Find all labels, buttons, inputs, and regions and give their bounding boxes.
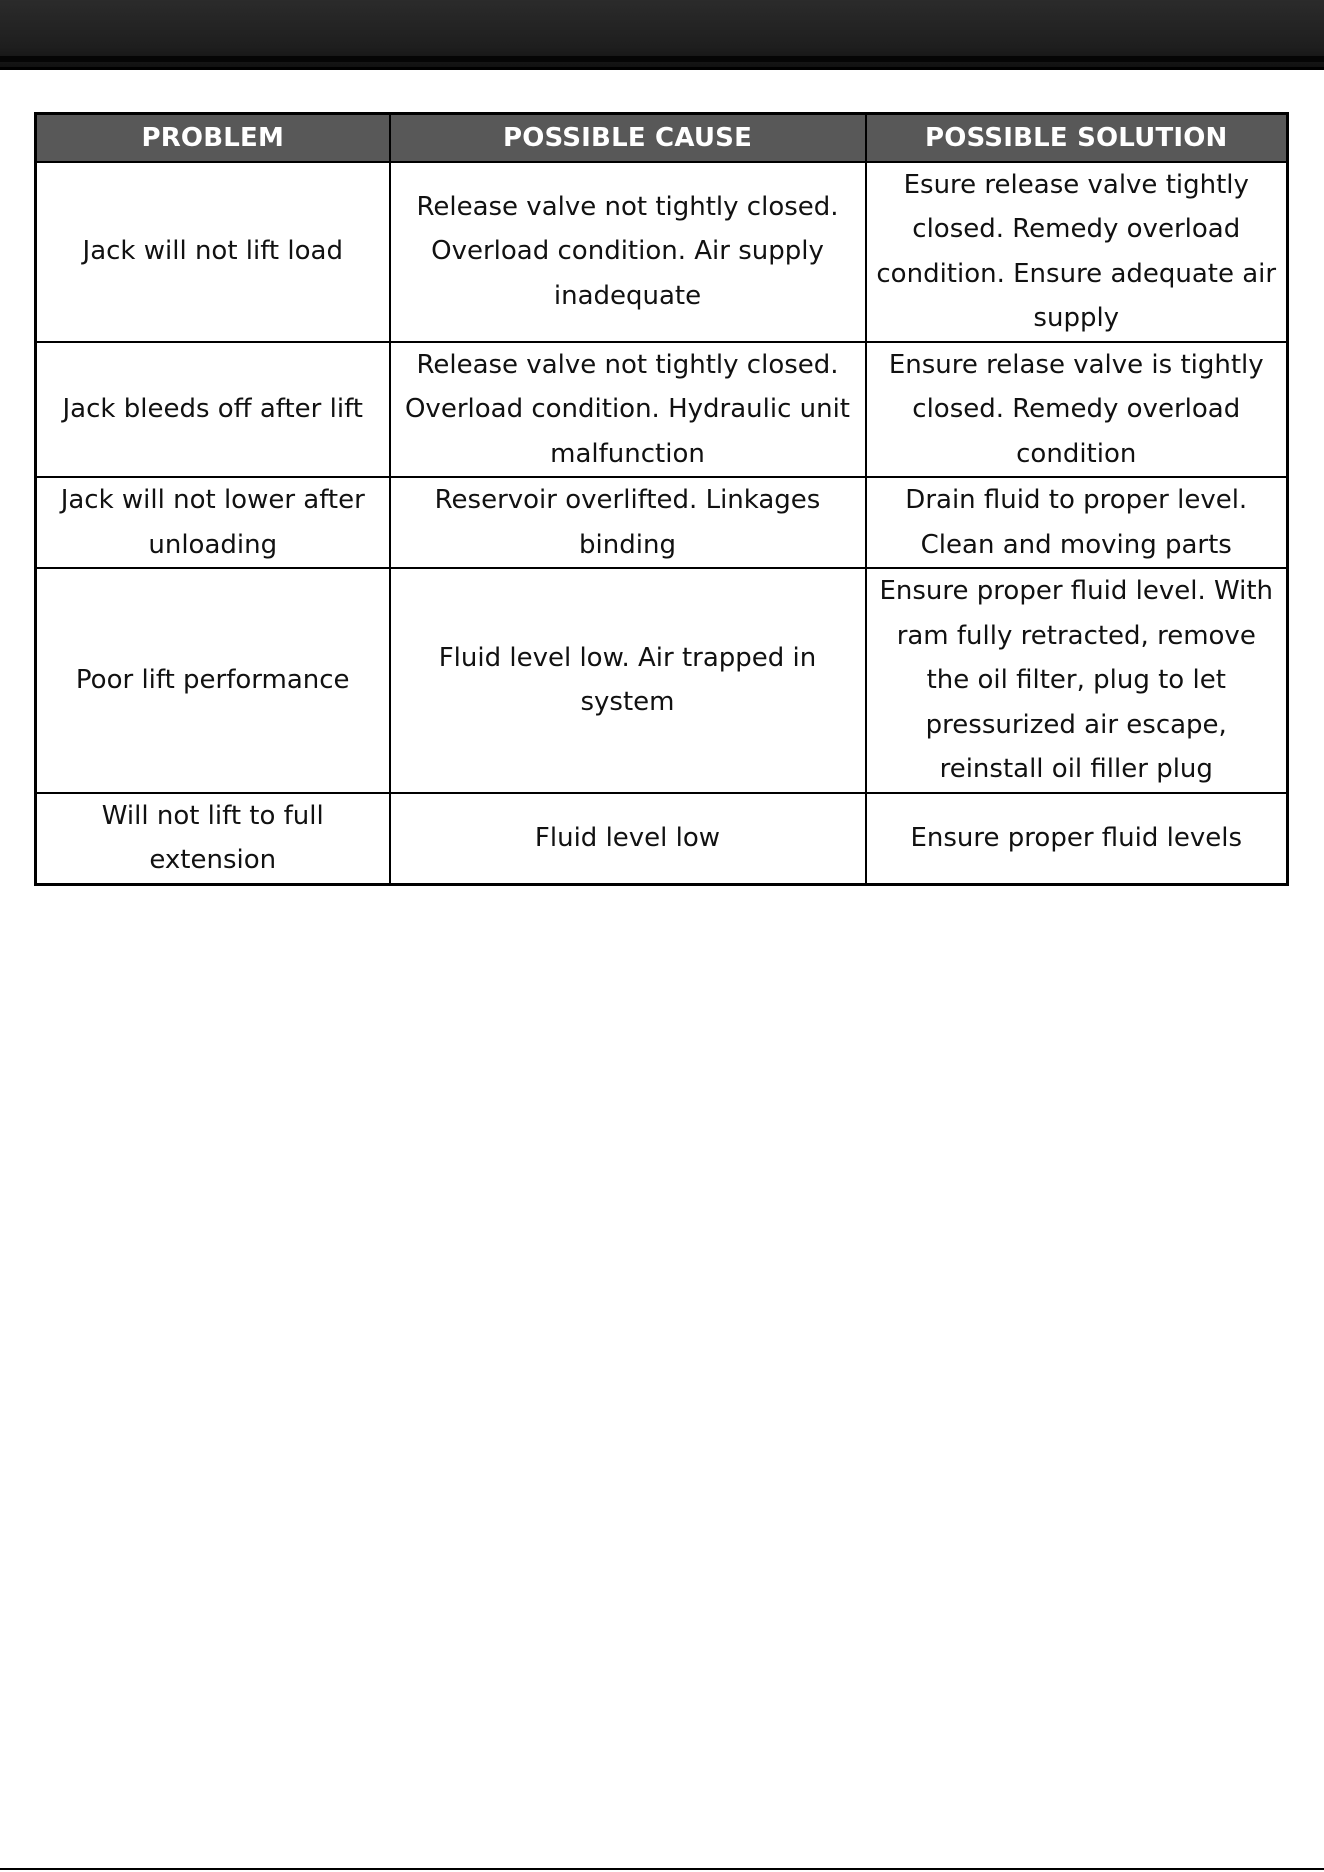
cause-cell: Reservoir overlifted. Linkages binding (390, 477, 866, 568)
cause-cell: Release valve not tightly closed. Overload condition. Hydraulic unit malfunction (390, 342, 866, 478)
problem-cell: Will not lift to full extension (36, 793, 390, 885)
problem-cell: Jack will not lift load (36, 162, 390, 342)
table-row (36, 342, 1288, 478)
top-header-bar (0, 0, 1324, 70)
solution-cell: Drain fluid to proper level. Clean and moving parts (866, 477, 1288, 568)
solution-cell: Ensure proper fluid level. With ram fully retracted, remove the oil filter, plug to let pressurized air escape, reinstall oil filler plug (866, 568, 1288, 793)
table-header (36, 114, 1288, 162)
problem-cell: Jack will not lower after unloading (36, 477, 390, 568)
cause-cell: Fluid level low. Air trapped in system (390, 568, 866, 793)
table-header-row (36, 114, 1288, 162)
cause-cell: Fluid level low (390, 793, 866, 885)
problem-cell: Jack bleeds off after lift (36, 342, 390, 478)
header-possible-solution: POSSIBLE SOLUTION (866, 114, 1288, 162)
table-row (36, 793, 1288, 885)
table-body (36, 162, 1288, 885)
problem-cell: Poor lift performance (36, 568, 390, 793)
solution-cell: Esure release valve tightly closed. Remedy overload condition. Ensure adequate air supply (866, 162, 1288, 342)
bottom-rule-line (0, 1868, 1324, 1870)
table-row (36, 568, 1288, 793)
table-row (36, 477, 1288, 568)
header-possible-cause: POSSIBLE CAUSE (390, 114, 866, 162)
top-header-bar-edge (0, 56, 1324, 62)
solution-cell: Ensure relase valve is tightly closed. Remedy overload condition (866, 342, 1288, 478)
troubleshooting-table (34, 112, 1289, 886)
header-problem: PROBLEM (36, 114, 390, 162)
cause-cell: Release valve not tightly closed. Overload condition. Air supply inadequate (390, 162, 866, 342)
table-row (36, 162, 1288, 342)
solution-cell: Ensure proper fluid levels (866, 793, 1288, 885)
